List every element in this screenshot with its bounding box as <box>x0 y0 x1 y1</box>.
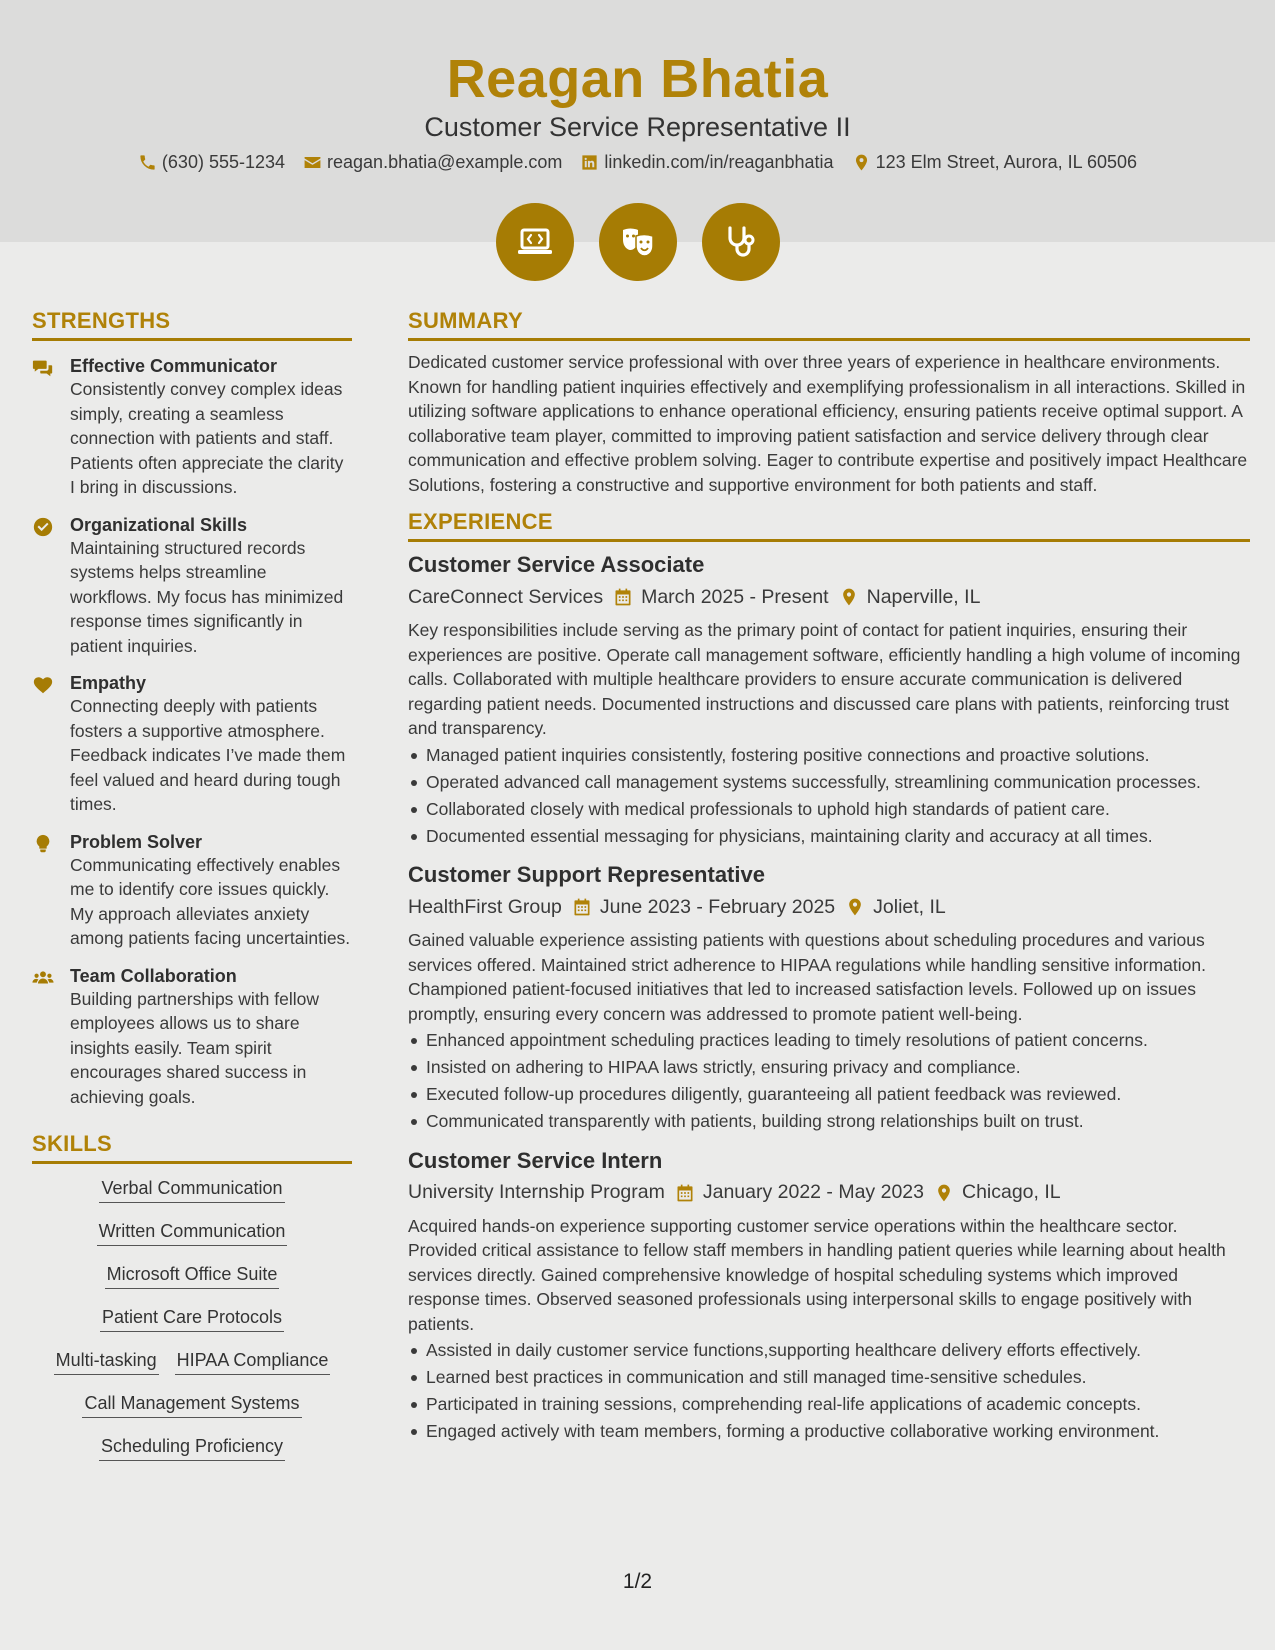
job-dates: March 2025 - Present <box>641 585 829 608</box>
theater-masks-icon <box>618 222 658 262</box>
job-company: CareConnect Services <box>408 585 604 608</box>
job-location: Chicago, IL <box>961 1181 1061 1203</box>
map-pin-icon <box>934 1183 954 1203</box>
linkedin-icon <box>580 153 599 172</box>
experience-heading: EXPERIENCE <box>408 509 1250 542</box>
bullet-item: Participated in training sessions, comprehending real-life applications of academic concepts. <box>408 1392 1250 1417</box>
bullet-item: Communicated transparently with patients, building strong relationships built on trust. <box>408 1109 1250 1134</box>
bullet-item: Engaged actively with team members, forming a productive collaborative working environment. <box>408 1419 1250 1444</box>
candidate-name: Reagan Bhatia <box>446 49 829 109</box>
skill-tag: Call Management Systems <box>82 1393 301 1418</box>
left-column <box>32 308 352 1461</box>
skill-tag: Verbal Communication <box>99 1178 284 1203</box>
strength-title: Problem Solver <box>70 831 203 852</box>
phone-icon <box>138 153 157 172</box>
job-dates: January 2022 - May 2023 <box>702 1181 924 1203</box>
bullet-item: Operated advanced call management systems successfully, streamlining communication processes. <box>408 770 1250 795</box>
bullet-item: Insisted on adhering to HIPAA laws strictly, ensuring privacy and compliance. <box>408 1055 1250 1080</box>
job-company: HealthFirst Group <box>408 895 562 918</box>
strength-title: Empathy <box>70 673 147 693</box>
interest-circle <box>496 203 574 281</box>
calendar-icon <box>613 587 633 607</box>
job-meta <box>408 1178 1250 1208</box>
bullet-item: Learned best practices in communication and still managed time-sensitive schedules. <box>408 1365 1250 1390</box>
right-column <box>408 308 1250 1446</box>
job-meta <box>408 582 1250 612</box>
job-title: Customer Service Intern <box>408 1147 663 1173</box>
calendar-icon <box>675 1183 695 1203</box>
strength-desc: Connecting deeply with patients fosters a supportive atmosphere. Feedback indicates I’ve made them feel valued and heard during tough times. <box>70 696 346 814</box>
calendar-icon <box>572 897 592 917</box>
heart-icon <box>32 674 54 696</box>
candidate-role: Customer Service Representative II <box>424 112 851 142</box>
bullet-item: Collaborated closely with medical professionals to uphold high standards of patient care. <box>408 797 1250 822</box>
job-meta <box>408 892 1250 922</box>
email-text: reagan.bhatia@example.com <box>327 152 563 172</box>
summary-text: Dedicated customer service professional with over three years of experience in healthcare environments. Known for handling patient inquiries effectively and exemplifying professionalism in all interactions. Skilled in utilizing software applications to enhance operational efficiency, ensuring patients receive optimal support. A collaborative team player, committed to improving patient satisfaction and service delivery through clear communication and effective problem solving. Eager to contribute expertise and positively impact Healthcare Solutions, fostering a constructive and supportive environment for both patients and staff. <box>408 352 1248 495</box>
job-entry <box>408 550 1250 848</box>
strength-desc: Building partnerships with fellow employees allows us to share insights easily. Team spirit encourages shared success in achieving goals. <box>70 988 320 1107</box>
strength-item <box>32 831 352 951</box>
job-company: University Internship Program <box>408 1181 665 1203</box>
page-number: 1/2 <box>622 1570 653 1593</box>
interest-circle <box>702 203 780 281</box>
strength-title: Team Collaboration <box>70 965 237 986</box>
strength-item <box>32 355 352 500</box>
strength-item <box>32 514 352 659</box>
skill-tag: HIPAA Compliance <box>175 1350 331 1375</box>
job-desc: Gained valuable experience assisting patients with questions about scheduling procedures and various services offered. Maintained strict adherence to HIPAA regulations while handling sensitive information. Championed patient-focused initiatives that led to increased satisfaction levels. Followed up on issues promptly, ensuring every concern was addressed to promote patient well-being. <box>408 930 1206 1024</box>
users-icon <box>32 967 54 989</box>
strengths-heading: STRENGTHS <box>32 308 352 341</box>
skills-list <box>32 1178 352 1461</box>
contact-email[interactable] <box>303 152 562 173</box>
map-pin-icon <box>852 153 871 172</box>
contact-phone[interactable] <box>138 152 285 173</box>
stethoscope-icon <box>721 222 761 262</box>
skill-tag: Multi-tasking <box>54 1350 159 1375</box>
job-bullets <box>408 743 1250 849</box>
interest-icons <box>0 203 1275 281</box>
bullet-item: Enhanced appointment scheduling practices leading to timely resolutions of patient concerns. <box>408 1028 1250 1053</box>
contact-bar <box>0 152 1275 173</box>
interest-circle <box>599 203 677 281</box>
skill-tag: Patient Care Protocols <box>100 1307 284 1332</box>
skills-heading: SKILLS <box>32 1131 352 1164</box>
phone-text: (630) 555-1234 <box>161 152 286 172</box>
envelope-icon <box>303 153 322 172</box>
strength-desc: Consistently convey complex ideas simply, creating a seamless connection with patients and staff. Patients often appreciate the clarity I bring in discussions. <box>70 379 344 497</box>
job-location: Joliet, IL <box>873 895 946 918</box>
job-bullets <box>408 1338 1250 1444</box>
skill-tag: Scheduling Proficiency <box>99 1436 285 1461</box>
bullet-item: Managed patient inquiries consistently, fostering positive connections and proactive solutions. <box>408 743 1250 768</box>
job-entry <box>408 1146 1250 1444</box>
strength-item <box>32 965 352 1110</box>
strength-desc: Maintaining structured records systems helps streamline workflows. My focus has minimized response times significantly in patient inquiries. <box>70 537 344 656</box>
address-text: 123 Elm Street, Aurora, IL 60506 <box>875 152 1138 172</box>
strength-title: Organizational Skills <box>70 514 248 535</box>
job-desc: Key responsibilities include serving as the primary point of contact for patient inquiries, ensuring their experiences are positive. Operate call management software, efficiently handling a high volume of incoming calls. Collaborated with multiple healthcare providers to ensure accurate communication is delivered regarding patient needs. Documented instructions and discussed care plans with patients, reinforcing trust and transparency. <box>408 620 1241 738</box>
bullet-item: Assisted in daily customer service functions,supporting healthcare delivery efforts effectively. <box>408 1338 1250 1363</box>
job-desc: Acquired hands-on experience supporting customer service operations within the healthcare sector. Provided critical assistance to fellow staff members in handling patient queries while learning about health services directly. Gained comprehensive knowledge of hospital scheduling systems which improved response times. Observed seasoned professionals using interpersonal skills to engage positively with patients. <box>408 1215 1226 1334</box>
strength-item <box>32 672 352 817</box>
bullet-item: Documented essential messaging for physicians, maintaining clarity and accuracy at all times. <box>408 824 1250 849</box>
check-circle-icon <box>32 516 54 538</box>
strength-desc: Communicating effectively enables me to identify core issues quickly. My approach alleviates anxiety among patients facing uncertainties. <box>70 854 351 948</box>
job-bullets <box>408 1028 1250 1134</box>
job-dates: June 2023 - February 2025 <box>599 895 836 918</box>
laptop-code-icon <box>515 222 555 262</box>
job-title: Customer Service Associate <box>408 552 705 577</box>
contact-linkedin[interactable] <box>580 152 833 173</box>
bullet-item: Executed follow-up procedures diligently, guaranteeing all patient feedback was reviewed. <box>408 1082 1250 1107</box>
contact-address <box>852 152 1138 173</box>
map-pin-icon <box>845 897 865 917</box>
skill-tag: Microsoft Office Suite <box>105 1264 280 1289</box>
comments-icon <box>32 357 54 379</box>
job-entry <box>408 860 1250 1134</box>
strength-title: Effective Communicator <box>70 356 278 376</box>
job-location: Naperville, IL <box>866 585 981 608</box>
summary-heading: SUMMARY <box>408 308 1250 341</box>
linkedin-text: linkedin.com/in/reaganbhatia <box>604 152 834 172</box>
skill-tag: Written Communication <box>97 1221 288 1246</box>
lightbulb-icon <box>32 833 54 855</box>
map-pin-icon <box>839 587 859 607</box>
job-title: Customer Support Representative <box>408 862 765 887</box>
